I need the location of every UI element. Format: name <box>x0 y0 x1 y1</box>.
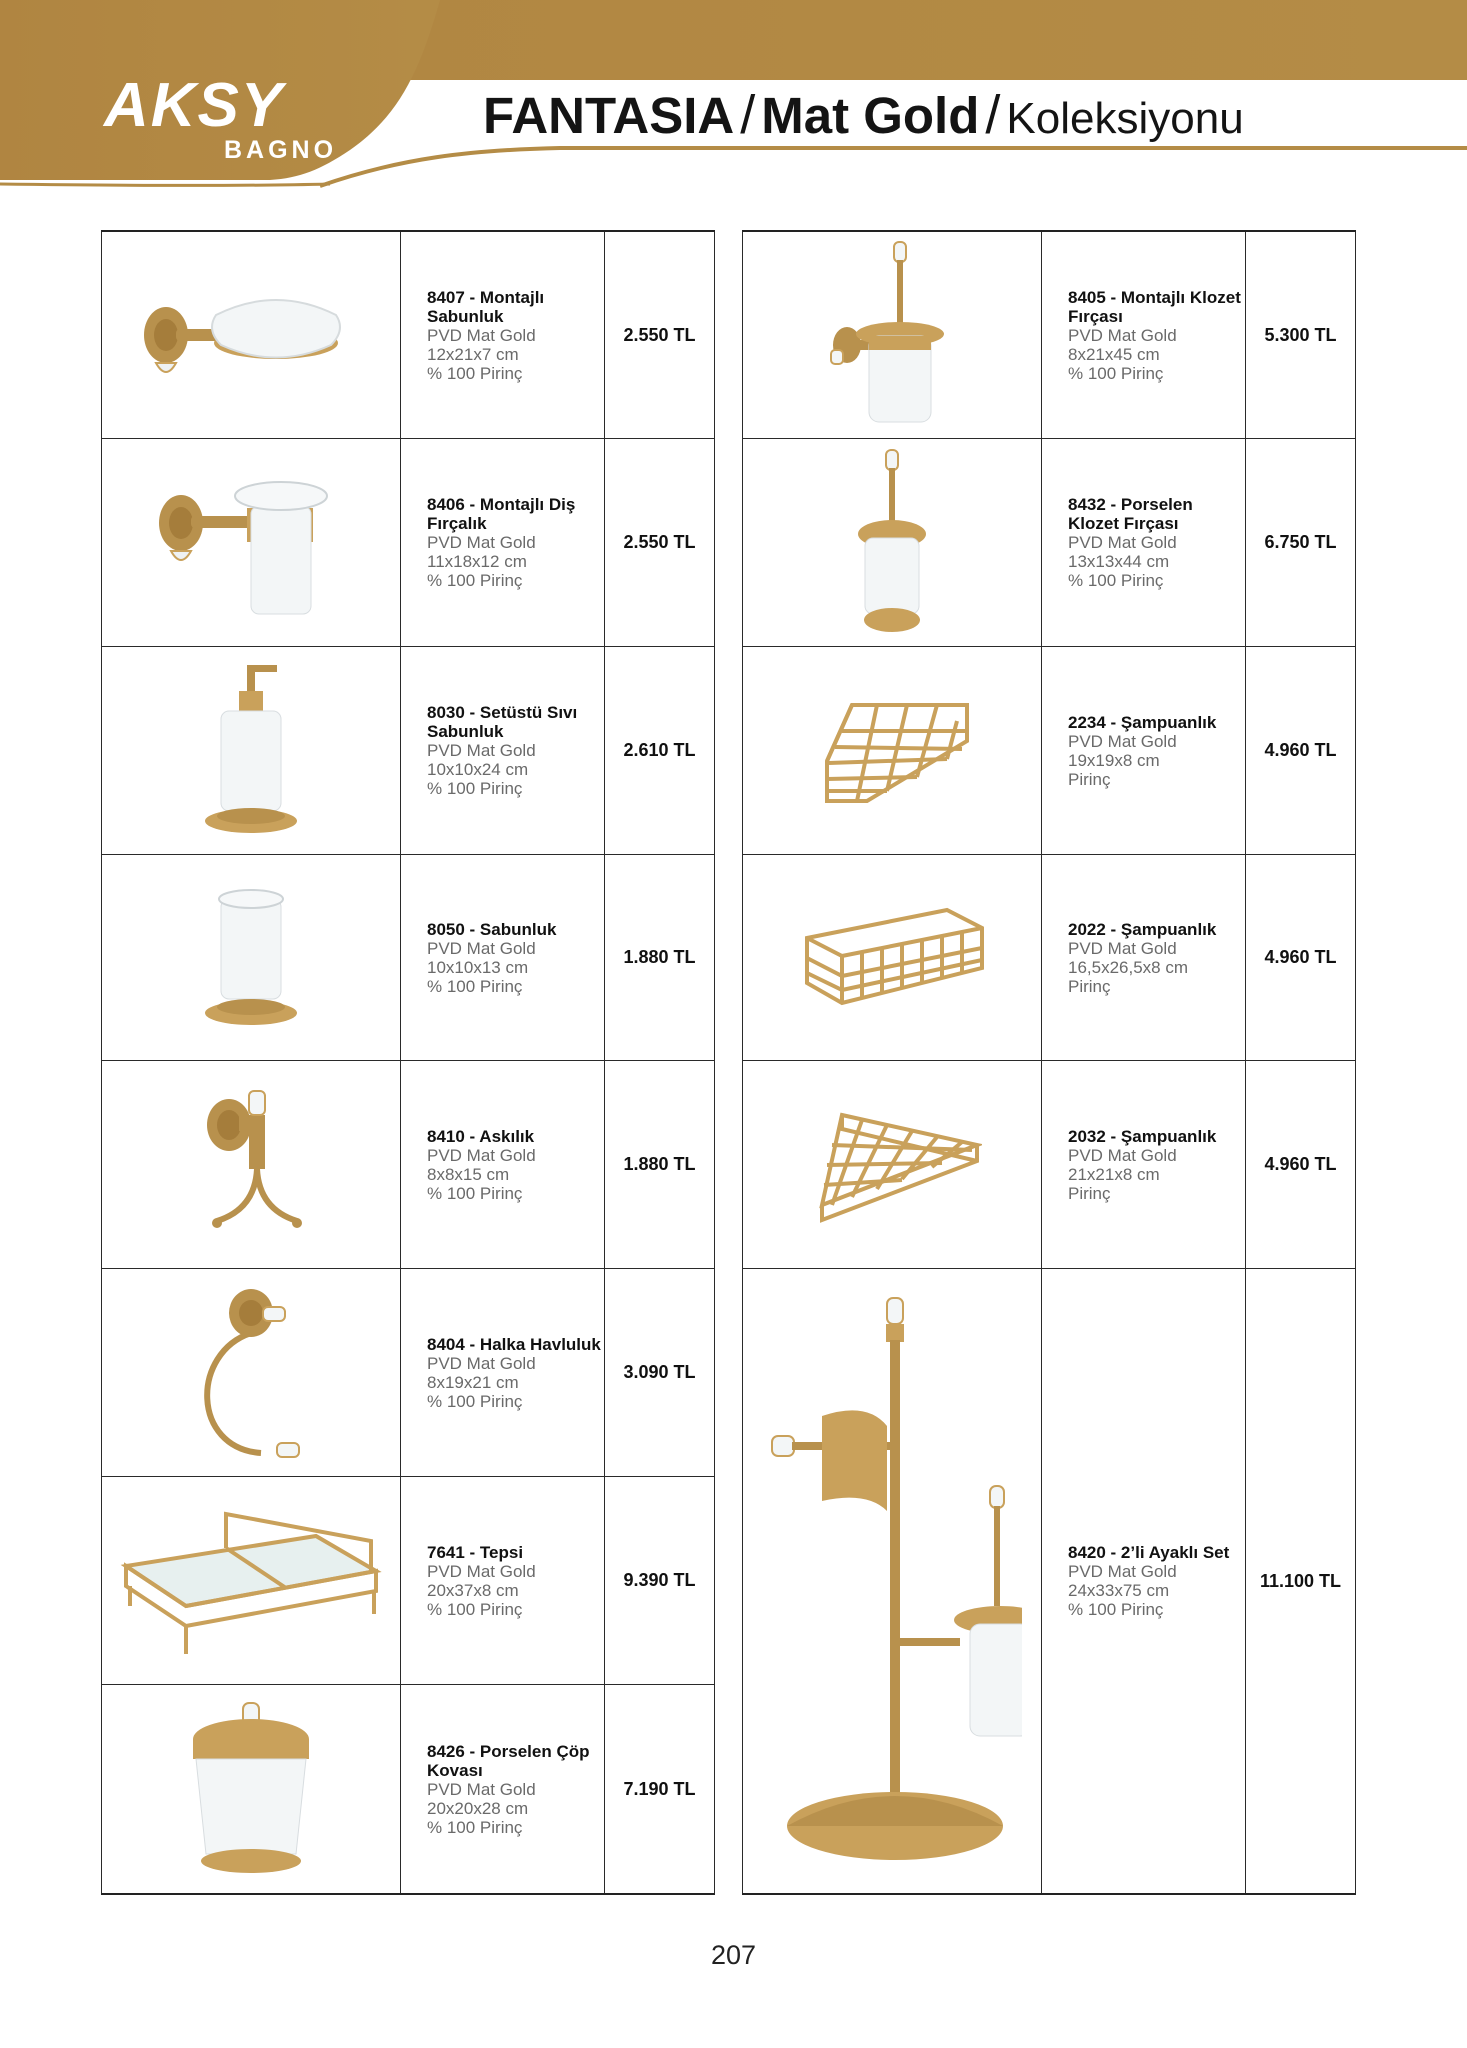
rect-basket-icon <box>797 898 987 1018</box>
table-row[interactable] <box>101 1477 715 1685</box>
product-image <box>101 439 401 646</box>
product-image <box>101 1061 401 1268</box>
page-number: 207 <box>710 1940 757 1970</box>
header <box>0 0 1467 200</box>
product-size: 19x19x8 cm <box>1068 750 1160 770</box>
product-material: % 100 Pirinç <box>427 571 523 590</box>
product-image <box>101 647 401 854</box>
product-image <box>742 1269 1042 1893</box>
table-row[interactable] <box>101 232 715 439</box>
product-description <box>401 1061 605 1268</box>
product-price: 2.610 TL <box>605 647 715 854</box>
product-name: 8404 - Halka Havluluk <box>427 1334 601 1354</box>
product-image <box>101 1685 401 1893</box>
product-name: 8426 - Porselen Çöp Kovası <box>427 1741 590 1780</box>
wall-toilet-brush-icon <box>827 240 957 430</box>
table-row[interactable] <box>742 439 1356 647</box>
product-image <box>742 855 1042 1060</box>
product-size: 12x21x7 cm <box>427 344 519 364</box>
product-image <box>742 647 1042 854</box>
product-description <box>401 855 605 1060</box>
title-separator: / <box>740 85 756 145</box>
product-price: 4.960 TL <box>1246 855 1356 1060</box>
triangle-basket-icon <box>802 1105 982 1225</box>
product-price: 1.880 TL <box>605 1061 715 1268</box>
table-row[interactable] <box>101 647 715 855</box>
product-size: 8x21x45 cm <box>1068 344 1160 364</box>
table-row[interactable] <box>742 232 1356 439</box>
product-description <box>401 439 605 646</box>
collection-name: FANTASIA <box>483 87 735 144</box>
product-name: 8030 - Setüstü Sıvı Sabunluk <box>427 703 578 741</box>
floor-stand-set-icon <box>762 1296 1022 1866</box>
product-price: 1.880 TL <box>605 855 715 1060</box>
product-name: 8405 - Montajlı Klozet Fırçası <box>1068 287 1241 326</box>
product-price: 2.550 TL <box>605 232 715 438</box>
product-image <box>742 439 1042 646</box>
product-finish: PVD Mat Gold <box>1068 533 1177 552</box>
standing-toilet-brush-icon <box>847 448 937 638</box>
product-name: 8406 - Montajlı Diş Fırçalık <box>427 495 576 533</box>
table-row[interactable] <box>742 647 1356 855</box>
product-finish: PVD Mat Gold <box>427 741 536 760</box>
product-image <box>101 232 401 438</box>
product-price: 5.300 TL <box>1246 232 1356 438</box>
waste-bin-icon <box>186 1699 316 1879</box>
product-price: 7.190 TL <box>605 1685 715 1893</box>
table-row[interactable] <box>742 855 1356 1061</box>
table-row[interactable] <box>101 1685 715 1893</box>
product-description <box>1042 232 1246 438</box>
table-row[interactable] <box>742 1269 1356 1893</box>
product-material: Pirinç <box>1068 769 1111 789</box>
product-price: 9.390 TL <box>605 1477 715 1684</box>
product-description <box>1042 1061 1246 1268</box>
product-size: 13x13x44 cm <box>1068 552 1170 571</box>
product-size: 16,5x26,5x8 cm <box>1068 957 1189 977</box>
product-finish: PVD Mat Gold <box>1068 731 1177 751</box>
product-size: 24x33x75 cm <box>1068 1581 1170 1600</box>
product-image <box>742 1061 1042 1268</box>
soap-dish-icon <box>136 275 366 395</box>
product-name: 8410 - Askılık <box>427 1126 535 1146</box>
product-size: 20x37x8 cm <box>427 1580 519 1600</box>
product-material: % 100 Pirinç <box>427 1391 523 1411</box>
product-finish: PVD Mat Gold <box>427 1561 536 1581</box>
table-row[interactable] <box>101 855 715 1061</box>
product-name: 8050 - Sabunluk <box>427 919 557 939</box>
product-price: 3.090 TL <box>605 1269 715 1476</box>
product-size: 8x8x15 cm <box>427 1164 510 1184</box>
product-material: Pirinç <box>1068 976 1111 996</box>
product-size: 21x21x8 cm <box>1068 1164 1160 1184</box>
product-description <box>1042 647 1246 854</box>
product-price: 4.960 TL <box>1246 1061 1356 1268</box>
product-material: % 100 Pirinç <box>1068 571 1164 590</box>
logo-sub-text: BAGNO <box>224 136 338 164</box>
product-material: % 100 Pirinç <box>427 1183 523 1203</box>
finish-name: Mat Gold <box>761 87 980 144</box>
product-material: % 100 Pirinç <box>427 1817 523 1837</box>
table-row[interactable] <box>742 1061 1356 1269</box>
product-image <box>742 232 1042 438</box>
product-description <box>1042 439 1246 646</box>
collection-label: Koleksiyonu <box>1006 94 1244 143</box>
product-description <box>401 1477 605 1684</box>
tumbler-icon <box>191 883 311 1033</box>
product-image <box>101 1477 401 1684</box>
product-description <box>401 232 605 438</box>
product-finish: PVD Mat Gold <box>427 1353 536 1373</box>
product-description <box>401 1269 605 1476</box>
product-material: % 100 Pirinç <box>427 779 523 798</box>
product-image <box>101 855 401 1060</box>
product-price: 2.550 TL <box>605 439 715 646</box>
product-size: 10x10x24 cm <box>427 760 529 779</box>
product-description <box>1042 1269 1246 1893</box>
corner-basket-icon <box>807 691 977 811</box>
robe-hook-icon <box>191 1085 311 1245</box>
product-finish: PVD Mat Gold <box>427 1779 536 1799</box>
product-finish: PVD Mat Gold <box>1068 1562 1177 1581</box>
product-finish: PVD Mat Gold <box>427 533 536 552</box>
logo-main-text: AKSY <box>104 71 285 140</box>
title-separator: / <box>985 85 1001 145</box>
product-price: 6.750 TL <box>1246 439 1356 646</box>
table-row[interactable] <box>101 1269 715 1477</box>
product-finish: PVD Mat Gold <box>1068 1145 1177 1165</box>
product-material: % 100 Pirinç <box>427 976 523 996</box>
product-table-left <box>101 230 715 1895</box>
table-row[interactable] <box>101 439 715 647</box>
soap-dispenser-icon <box>191 661 311 841</box>
product-finish: PVD Mat Gold <box>1068 938 1177 958</box>
product-table-right <box>742 230 1356 1895</box>
product-finish: PVD Mat Gold <box>427 325 536 345</box>
brand-logo[interactable] <box>104 62 344 172</box>
product-material: % 100 Pirinç <box>427 1599 523 1619</box>
product-description <box>1042 855 1246 1060</box>
product-finish: PVD Mat Gold <box>427 938 536 958</box>
product-price: 4.960 TL <box>1246 647 1356 854</box>
product-size: 20x20x28 cm <box>427 1798 529 1818</box>
product-description <box>401 1685 605 1893</box>
product-size: 8x19x21 cm <box>427 1372 519 1392</box>
towel-ring-icon <box>181 1283 321 1463</box>
tray-icon <box>116 1496 386 1666</box>
product-name: 2022 - Şampuanlık <box>1068 919 1217 939</box>
product-size: 10x10x13 cm <box>427 957 529 977</box>
product-material: % 100 Pirinç <box>1068 363 1164 383</box>
product-size: 11x18x12 cm <box>427 552 527 571</box>
product-name: 8407 - Montajlı Sabunluk <box>427 287 545 326</box>
product-description <box>401 647 605 854</box>
product-name: 8420 - 2’li Ayaklı Set <box>1068 1543 1230 1562</box>
product-name: 2234 - Şampuanlık <box>1068 712 1217 732</box>
product-name: 8432 - Porselen Klozet Fırçası <box>1068 495 1193 533</box>
toothbrush-holder-icon <box>151 468 351 618</box>
table-row[interactable] <box>101 1061 715 1269</box>
product-price: 11.100 TL <box>1246 1269 1356 1893</box>
product-material: Pirinç <box>1068 1183 1111 1203</box>
page-title <box>483 84 1244 144</box>
product-image <box>101 1269 401 1476</box>
product-finish: PVD Mat Gold <box>427 1145 536 1165</box>
product-name: 7641 - Tepsi <box>427 1542 524 1562</box>
product-name: 2032 - Şampuanlık <box>1068 1126 1217 1146</box>
product-material: % 100 Pirinç <box>427 363 523 383</box>
product-finish: PVD Mat Gold <box>1068 325 1177 345</box>
product-material: % 100 Pirinç <box>1068 1600 1164 1619</box>
